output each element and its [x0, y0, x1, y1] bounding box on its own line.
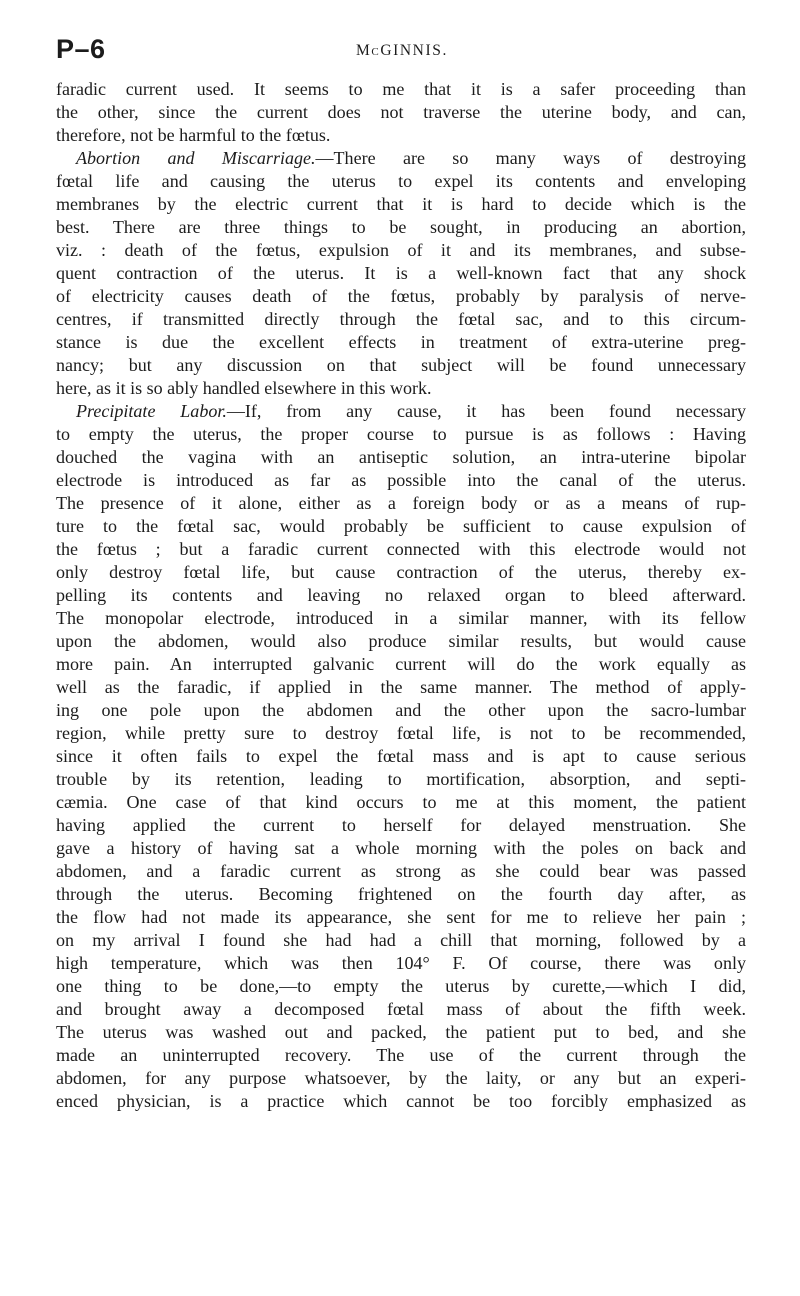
text-line: nancy; but any discussion on that subject will be found unnecessary [56, 355, 746, 375]
section-heading-precipitate: Precipitate Labor. [76, 401, 227, 421]
text-line: and brought away a decomposed fœtal mass of about the fifth week. [56, 999, 746, 1019]
text-line: here, as it is so ably handled elsewhere in this work. [56, 378, 432, 398]
text-line: through the uterus. Becoming frightened on the fourth day after, as [56, 884, 746, 904]
text-line: —If, from any cause, it has been found necessary [226, 401, 746, 421]
paragraph-start-precipitate [56, 400, 746, 423]
text-line: well as the faradic, if applied in the same manner. The method of apply- [56, 677, 746, 697]
text-line: the fœtus ; but a faradic current connected with this electrode would not [56, 539, 746, 559]
text-line: douched the vagina with an antiseptic solution, an intra-uterine bipolar [56, 447, 746, 467]
section-heading-abortion: Abortion and Miscarriage. [76, 148, 316, 168]
text-line: to empty the uterus, the proper course to pursue is as follows : Having [56, 424, 746, 444]
text-line: abdomen, and a faradic current as strong as she could bear was passed [56, 861, 746, 881]
page-header [56, 28, 746, 68]
text-line: ing one pole upon the abdomen and the other upon the sacro-lumbar [56, 700, 746, 720]
text-line: gave a history of having sat a whole morning with the poles on back and [56, 838, 746, 858]
text-line: made an uninterrupted recovery. The use of the current through the [56, 1045, 746, 1065]
text-line: The monopolar electrode, introduced in a similar manner, with its fellow [56, 608, 746, 628]
text-line: pelling its contents and leaving no relaxed organ to bleed afterward. [56, 585, 746, 605]
text-line: the other, since the current does not traverse the uterine body, and can, [56, 102, 746, 122]
text-line: The presence of it alone, either as a foreign body or as a means of rup- [56, 493, 746, 513]
text-line: more pain. An interrupted galvanic current will do the work equally as [56, 654, 746, 674]
text-line: only destroy fœtal life, but cause contraction of the uterus, thereby ex- [56, 562, 746, 582]
text-line: viz. : death of the fœtus, expulsion of it and its membranes, and subse- [56, 240, 746, 260]
text-line: the flow had not made its appearance, she sent for me to relieve her pain ; [56, 907, 746, 927]
text-line: having applied the current to herself for delayed menstruation. She [56, 815, 746, 835]
text-line: region, while pretty sure to destroy fœtal life, is not to be recommended, [56, 723, 746, 743]
text-line: upon the abdomen, would also produce similar results, but would cause [56, 631, 746, 651]
running-head: McGINNIS. [356, 42, 448, 59]
text-line: ture to the fœtal sac, would probably be sufficient to cause expulsion of [56, 516, 746, 536]
text-line: therefore, not be harmful to the fœtus. [56, 125, 331, 145]
text-line: on my arrival I found she had had a chill that morning, followed by a [56, 930, 746, 950]
text-line: since it often fails to expel the fœtal mass and is apt to cause serious [56, 746, 746, 766]
body-text [56, 78, 746, 1113]
page-code: P–6 [56, 34, 106, 64]
text-line: electrode is introduced as far as possible into the canal of the uterus. [56, 470, 746, 490]
text-line: of electricity causes death of the fœtus, probably by paralysis of nerve- [56, 286, 746, 306]
text-line: faradic current used. It seems to me that it is a safer proceeding than [56, 79, 746, 99]
text-line: fœtal life and causing the uterus to expel its contents and enveloping [56, 171, 746, 191]
text-line: centres, if transmitted directly through the fœtal sac, and to this circum- [56, 309, 746, 329]
text-line: quent contraction of the uterus. It is a well-known fact that any shock [56, 263, 746, 283]
text-line: one thing to be done,—to empty the uterus by curette,—which I did, [56, 976, 746, 996]
text-line: best. There are three things to be sought, in producing an abortion, [56, 217, 746, 237]
text-line: The uterus was washed out and packed, the patient put to bed, and she [56, 1022, 746, 1042]
text-line: enced physician, is a practice which cannot be too forcibly emphasized as [56, 1091, 746, 1111]
text-line: membranes by the electric current that it is hard to decide which is the [56, 194, 746, 214]
text-line: abdomen, for any purpose whatsoever, by the laity, or any but an experi- [56, 1068, 746, 1088]
text-line: cæmia. One case of that kind occurs to me at this moment, the patient [56, 792, 746, 812]
paragraph-start-abortion [56, 147, 746, 170]
text-line: trouble by its retention, leading to mortification, absorption, and septi- [56, 769, 746, 789]
text-line: —There are so many ways of destroying [315, 148, 746, 168]
text-line: stance is due the excellent effects in treatment of extra-uterine preg- [56, 332, 746, 352]
text-line: high temperature, which was then 104° F. Of course, there was only [56, 953, 746, 973]
